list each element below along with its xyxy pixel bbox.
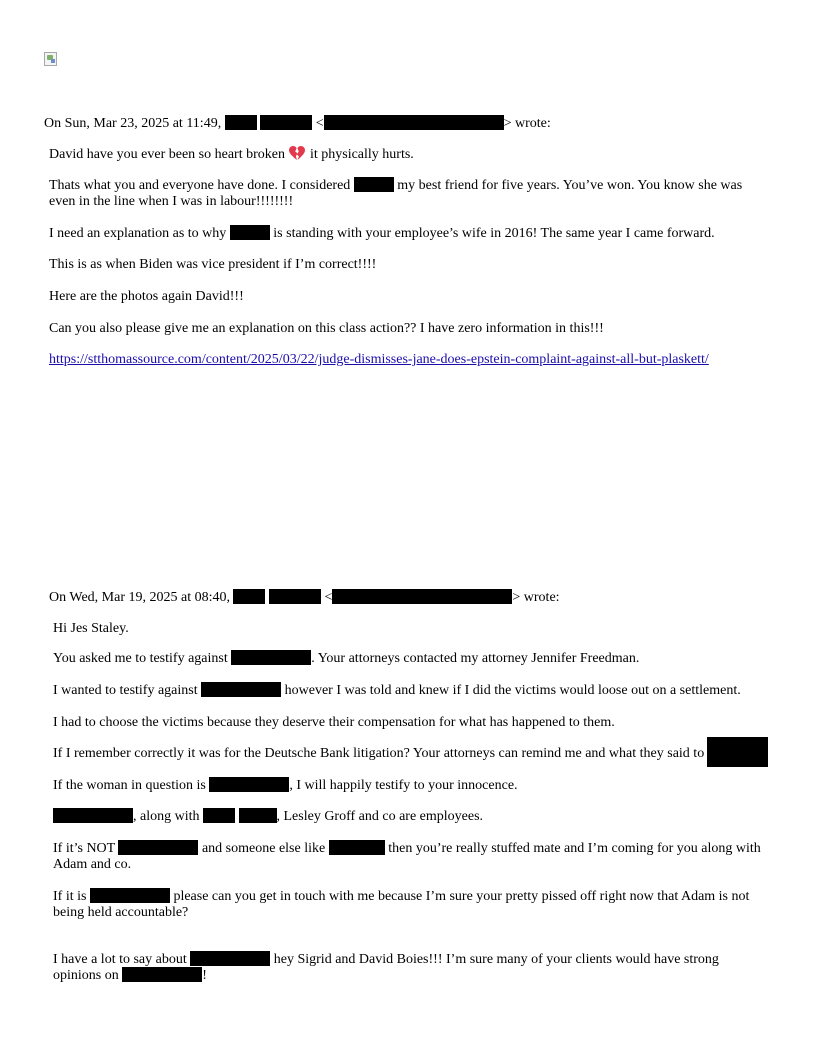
email2-paragraph: If the woman in question is , I will happily testify to your innocence. (53, 778, 518, 793)
email2-header: On Wed, Mar 19, 2025 at 08:40, < > wrote: (49, 590, 560, 605)
email2-paragraph-cont: opinions on ! (53, 968, 207, 983)
email2-paragraph: , along with , Lesley Groff and co are employees. (53, 808, 483, 825)
email2-paragraph: If it’s NOT and someone else like then you’re really stuffed mate and I’m coming for you along with (53, 841, 761, 856)
redaction-block (201, 682, 281, 697)
redaction-block (707, 737, 768, 767)
email2-paragraph: If it is please can you get in touch with me because I’m sure your pretty pissed off right now that Adam is not (53, 889, 750, 904)
broken-image-icon (44, 52, 57, 66)
redaction-block (122, 967, 202, 982)
email1-paragraph: Here are the photos again David!!! (49, 289, 244, 304)
redaction-block (190, 951, 270, 966)
redaction-block (324, 115, 504, 130)
redaction-block (225, 115, 257, 130)
redaction-block (231, 650, 311, 665)
redaction-block (209, 777, 289, 792)
redaction-block (230, 225, 270, 240)
email1-paragraph: Thats what you and everyone have done. I considered my best friend for five years. You’ve won. You know she was (49, 178, 743, 193)
redaction-block (329, 840, 385, 855)
broken-heart-icon (289, 146, 305, 161)
redaction-block (118, 840, 198, 855)
email2-paragraph-cont: Adam and co. (53, 857, 132, 872)
email1-paragraph: I need an explanation as to why is standing with your employee’s wife in 2016! The same year I came forward. (49, 226, 715, 241)
email2-paragraph: I have a lot to say about hey Sigrid and David Boies!!! I’m sure many of your clients would have strong (53, 952, 719, 967)
redaction-block (269, 589, 321, 604)
email1-link-line (49, 351, 709, 368)
redaction-block (233, 589, 265, 604)
email1-paragraph: This is as when Biden was vice president if I’m correct!!!! (49, 257, 377, 272)
article-link[interactable]: https://stthomassource.com/content/2025/03/22/judge-dismisses-jane-does-epstein-complaint-against-all-but-plaskett/ (49, 352, 709, 367)
email2-paragraph-cont: being held accountable? (53, 905, 189, 920)
redaction-block (332, 589, 512, 604)
email1-paragraph: David have you ever been so heart broken it physically hurts. (49, 147, 414, 162)
email2-paragraph: I wanted to testify against however I was told and knew if I did the victims would loose out on a settlement. (53, 683, 741, 698)
email1-header: On Sun, Mar 23, 2025 at 11:49, < > wrote: (44, 116, 551, 131)
email2-paragraph: If I remember correctly it was for the Deutsche Bank litigation? Your attorneys can remind me and what they said to (53, 746, 705, 761)
email1-paragraph-cont: even in the line when I was in labour!!!!!!!! (49, 194, 294, 209)
redaction-block (239, 808, 277, 823)
redaction-block (203, 808, 235, 823)
redaction-block (260, 115, 312, 130)
email2-paragraph: Hi Jes Staley. (53, 621, 129, 636)
redaction-block (53, 808, 133, 823)
redaction-block (90, 888, 170, 903)
email2-paragraph: I had to choose the victims because they deserve their compensation for what has happened to them. (53, 715, 615, 730)
email2-paragraph: You asked me to testify against . Your attorneys contacted my attorney Jennifer Freedman. (53, 651, 640, 666)
redaction-block (354, 177, 394, 192)
email1-paragraph: Can you also please give me an explanation on this class action?? I have zero information in this!!! (49, 321, 604, 336)
